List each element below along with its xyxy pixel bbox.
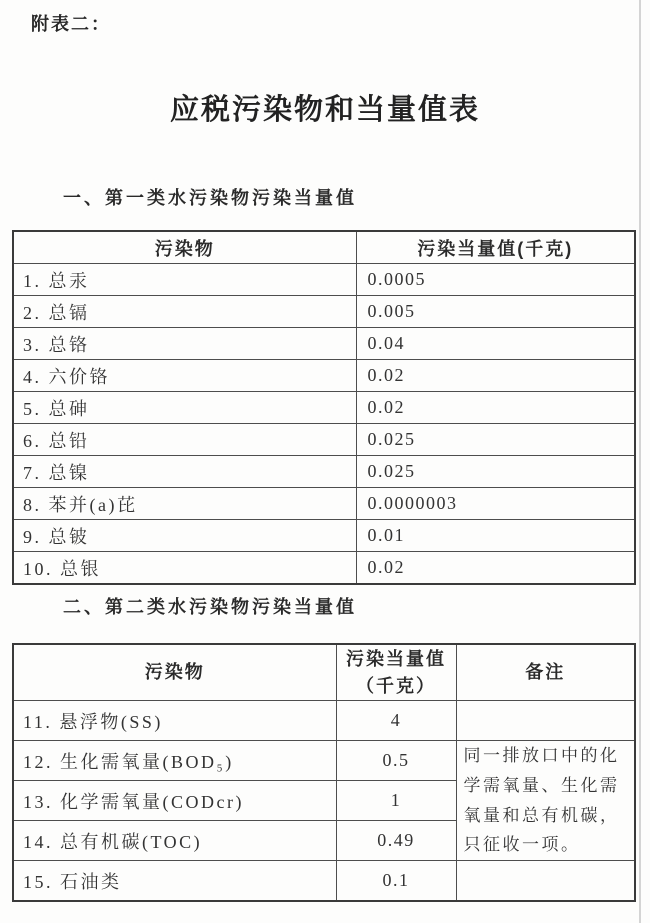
value-cell: 0.0005 bbox=[356, 264, 635, 296]
appendix-label: 附表二： bbox=[31, 14, 111, 34]
remark-cell-empty bbox=[456, 861, 635, 902]
pollutant-cell: 13. 化学需氧量(CODcr) bbox=[13, 781, 336, 821]
table-row bbox=[13, 392, 635, 424]
value-cell: 0.0000003 bbox=[356, 488, 635, 520]
table-row bbox=[13, 264, 635, 296]
column-header-equivalent-value bbox=[336, 644, 456, 701]
table-row bbox=[13, 741, 635, 781]
value-cell: 0.01 bbox=[356, 520, 635, 552]
value-cell: 0.025 bbox=[356, 456, 635, 488]
pollutant-cell: 15. 石油类 bbox=[13, 861, 336, 902]
second-class-pollutant-table bbox=[12, 643, 636, 902]
section2-heading: 二、第二类水污染物污染当量值 bbox=[63, 597, 357, 617]
value-cell: 0.1 bbox=[336, 861, 456, 902]
section1-heading: 一、第一类水污染物污染当量值 bbox=[63, 188, 357, 208]
value-header-line2: （千克） bbox=[356, 675, 436, 696]
value-cell: 0.04 bbox=[356, 328, 635, 360]
table-row bbox=[13, 424, 635, 456]
pollutant-cell: 9. 总铍 bbox=[13, 520, 356, 552]
pollutant-cell: 4. 六价铬 bbox=[13, 360, 356, 392]
pollutant-cell: 2. 总镉 bbox=[13, 296, 356, 328]
table-row bbox=[13, 296, 635, 328]
pollutant-cell: 3. 总铬 bbox=[13, 328, 356, 360]
table-row bbox=[13, 701, 635, 741]
table-row bbox=[13, 552, 635, 585]
value-cell: 0.025 bbox=[356, 424, 635, 456]
value-cell: 0.5 bbox=[336, 741, 456, 781]
pollutant-cell: 6. 总铅 bbox=[13, 424, 356, 456]
pollutant-cell: 11. 悬浮物(SS) bbox=[13, 701, 336, 741]
value-cell: 0.02 bbox=[356, 552, 635, 585]
value-header-line1: 污染当量值 bbox=[346, 649, 446, 670]
value-cell: 0.005 bbox=[356, 296, 635, 328]
scan-edge-artifact bbox=[639, 0, 641, 923]
table-row bbox=[13, 328, 635, 360]
column-header-pollutant: 污染物 bbox=[13, 644, 336, 701]
remark-cell-empty bbox=[456, 701, 635, 741]
table-row bbox=[13, 456, 635, 488]
value-cell: 0.02 bbox=[356, 360, 635, 392]
value-cell: 0.49 bbox=[336, 821, 456, 861]
pollutant-cell: 8. 苯并(a)芘 bbox=[13, 488, 356, 520]
first-class-pollutant-table bbox=[12, 230, 636, 585]
pollutant-cell: 10. 总银 bbox=[13, 552, 356, 585]
table-header-row bbox=[13, 644, 635, 701]
column-header-equivalent-value: 污染当量值(千克) bbox=[356, 231, 635, 264]
value-cell: 0.02 bbox=[356, 392, 635, 424]
pollutant-cell: 12. 生化需氧量(BOD₅) bbox=[13, 741, 336, 781]
page-title: 应税污染物和当量值表 bbox=[169, 94, 480, 126]
table-header-row bbox=[13, 231, 635, 264]
table-row bbox=[13, 520, 635, 552]
pollutant-cell: 7. 总镍 bbox=[13, 456, 356, 488]
column-header-pollutant: 污染物 bbox=[13, 231, 356, 264]
merged-remark-cell: 同一排放口中的化学需氧量、生化需氧量和总有机碳，只征收一项。 bbox=[456, 741, 635, 861]
value-cell: 4 bbox=[336, 701, 456, 741]
table-row bbox=[13, 861, 635, 902]
value-cell: 1 bbox=[336, 781, 456, 821]
pollutant-cell: 1. 总汞 bbox=[13, 264, 356, 296]
pollutant-cell: 5. 总砷 bbox=[13, 392, 356, 424]
table-row bbox=[13, 488, 635, 520]
table-row bbox=[13, 360, 635, 392]
pollutant-cell: 14. 总有机碳(TOC) bbox=[13, 821, 336, 861]
column-header-remark: 备注 bbox=[456, 644, 635, 701]
